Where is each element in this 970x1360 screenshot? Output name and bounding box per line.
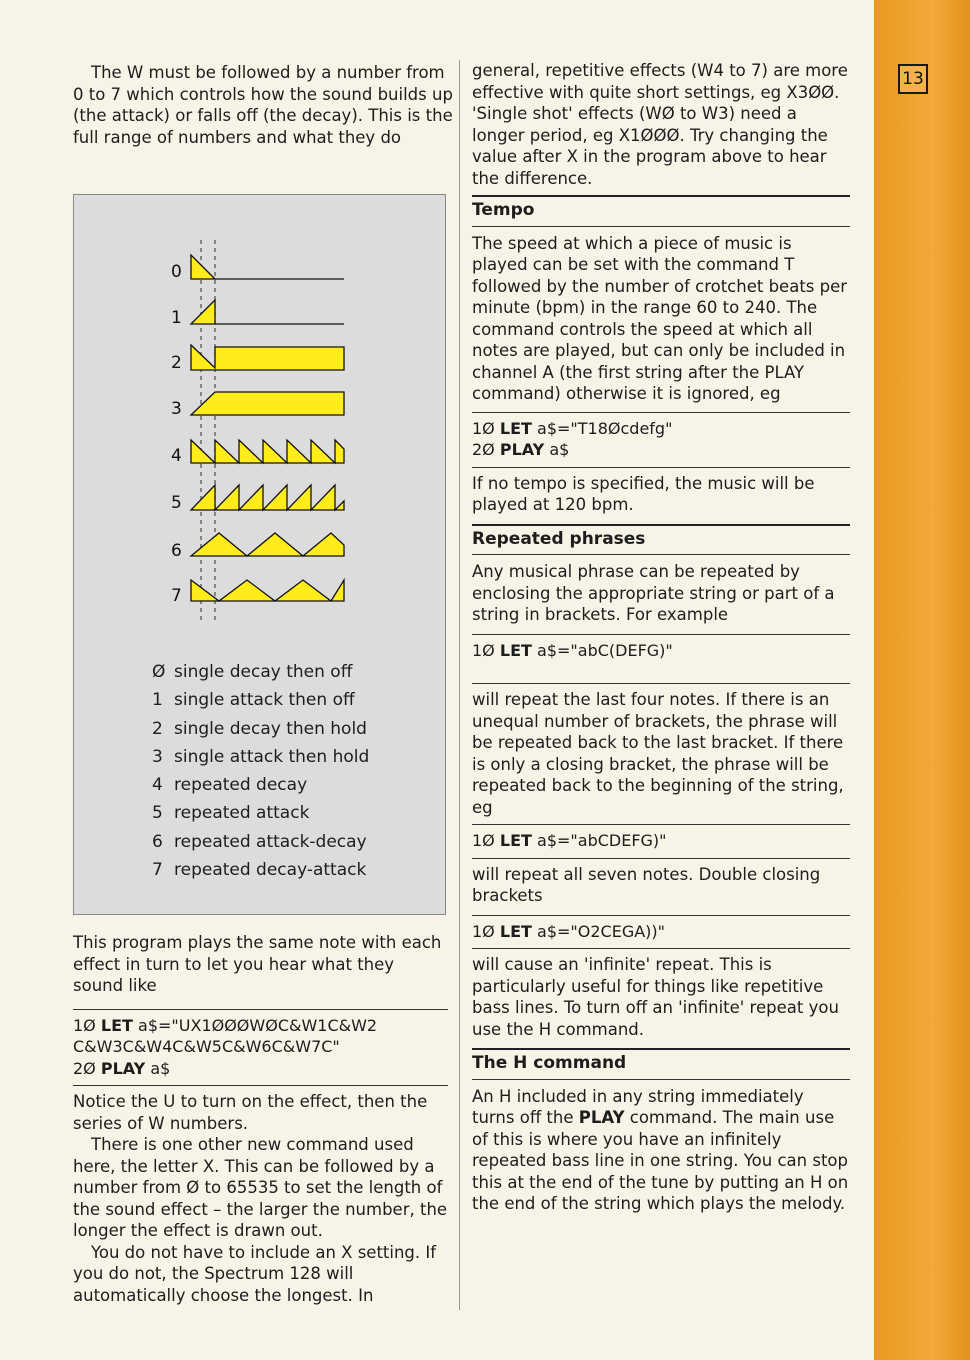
wave-label-0: 0: [171, 262, 182, 282]
right-column: [472, 60, 850, 1215]
wave-4-shape: [191, 440, 344, 463]
x-command-paragraph: There is one other new command used here, the letter X. This can be followed by a number from Ø to 65535 to set the length of the sound effect – the larger the number, the longer the effect is drawn out.: [73, 1135, 448, 1240]
wave-7-shape: [191, 580, 344, 601]
tempo-paragraph: The speed at which a piece of music is played can be set with the command T followed by the number of crotchet beats per minute (bpm) in the range 60 to 240. The command controls the speed at which all notes are played, but can only be included in channel A (the first string after the PLAY command) otherwise it is ignored, eg: [472, 233, 848, 403]
notice-paragraph: Notice the U to turn on the effect, then the series of W numbers.: [73, 1092, 428, 1133]
repeat-code-listing-3: 1Ø LET a$="O2CEGA))": [472, 915, 850, 950]
tempo-default-paragraph: If no tempo is specified, the music will be played at 120 bpm.: [472, 473, 815, 514]
intro-paragraph: The W must be followed by a number from 0 to 7 which controls how the sound builds up (the attack) or falls off (the decay). This is the full range of numbers and what they do: [73, 63, 453, 147]
wave-3-shape: [191, 392, 344, 415]
legend-item: Ø single decay then off: [152, 662, 353, 682]
legend-item: 2 single decay then hold: [152, 718, 367, 739]
tempo-code-listing: 1Ø LET a$="T18Øcdefg" 2Ø PLAY a$: [472, 412, 850, 468]
legend-item: 4 repeated decay: [152, 775, 308, 796]
repeat-code-listing-2: 1Ø LET a$="abCDEFG)": [472, 824, 850, 859]
repeat-paragraph-2: will repeat the last four notes. If there is an unequal number of brackets, the phrase will be repeated back to the last bracket. If there is only a closing bracket, the phrase will be repeated back to the beginning of the string, eg: [472, 690, 844, 817]
wave-0-shape: [191, 255, 215, 279]
left-lower: [73, 932, 448, 1306]
legend-item: 3 single attack then hold: [152, 746, 370, 767]
wave-6-shape: [191, 533, 344, 556]
x-setting-paragraph: You do not have to include an X setting. If you do not, the Spectrum 128 will automatically choose the longest. In: [73, 1242, 437, 1305]
waveform-legend: [152, 658, 432, 884]
wave-label-2: 2: [171, 353, 182, 373]
wave-label-3: 3: [171, 399, 182, 419]
wave-1-shape: [191, 300, 215, 324]
left-intro: [73, 62, 453, 148]
wave-label-4: 4: [171, 446, 182, 466]
program-intro: This program plays the same note with each effect in turn to let you hear what they sound like: [73, 933, 442, 995]
repeat-paragraph: Any musical phrase can be repeated by enclosing the appropriate string or part of a string in brackets. For example: [472, 562, 835, 624]
orange-side-strip: [874, 0, 970, 1360]
repeat-paragraph-4: will cause an 'infinite' repeat. This is particularly useful for things like repetitive bass lines. To turn off an 'infinite' repeat you use the H command.: [472, 955, 839, 1039]
h-command-paragraph: An H included in any string immediately turns off the PLAY command. The main use of this is where you have an infinitely repeated bass line in one string. You can stop this at the end of the tune by putting an H on the end of the string which plays the melody.: [472, 1086, 849, 1213]
h-command-heading: The H command: [472, 1048, 850, 1080]
column-divider: [459, 60, 460, 1310]
wave-2-shape: [191, 345, 344, 370]
wave-label-1: 1: [171, 308, 182, 328]
legend-item: 7 repeated decay-attack: [152, 860, 367, 881]
legend-item: 1 single attack then off: [152, 690, 355, 711]
tempo-heading: Tempo: [472, 195, 850, 227]
page-number: 13: [898, 64, 928, 94]
wave-label-7: 7: [171, 586, 182, 606]
wave-label-6: 6: [171, 541, 182, 561]
repeated-phrases-heading: Repeated phrases: [472, 524, 850, 556]
repeat-paragraph-3: will repeat all seven notes. Double closing brackets: [472, 864, 821, 905]
legend-item: 6 repeated attack-decay: [152, 831, 367, 852]
wave-5-shape: [191, 485, 344, 510]
wave-label-5: 5: [171, 493, 182, 513]
legend-item: 5 repeated attack: [152, 803, 310, 824]
effects-code-listing: 1Ø LET a$="UX1ØØØWØC&W1C&W2 C&W3C&W4C&W5C&W6C&W7C" 2Ø PLAY a$: [73, 1009, 448, 1087]
repeat-code-listing-1: 1Ø LET a$="abC(DEFG)": [472, 634, 850, 685]
repetitive-effects-paragraph: general, repetitive effects (W4 to 7) are more effective with quite short settings, eg X3ØØ. 'Single shot' effects (WØ to W3) need a longer period, eg X1ØØØ. Try changing the value after X in the program above to hear the difference.: [472, 61, 848, 188]
